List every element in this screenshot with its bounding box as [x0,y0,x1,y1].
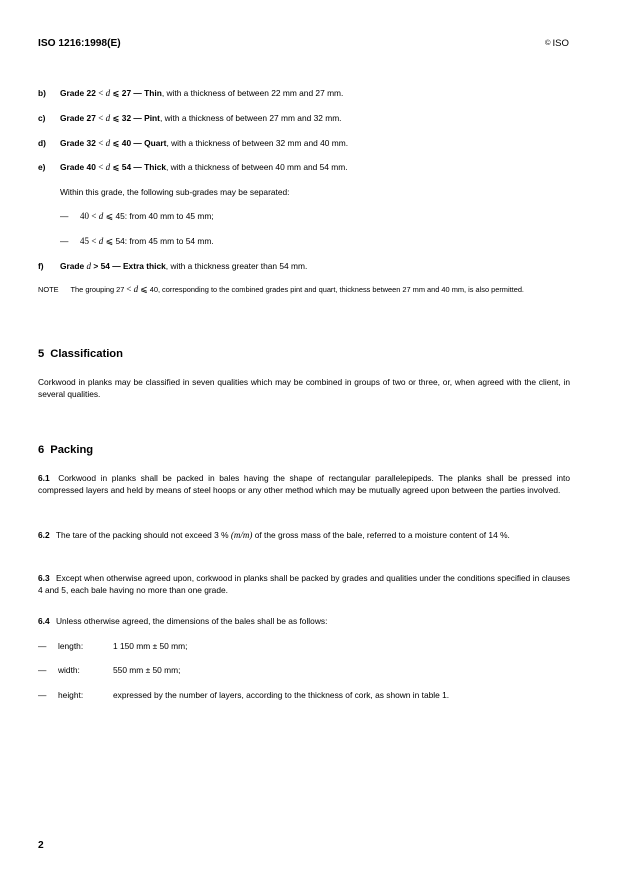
grade-b-text: Grade 22 < d ⩽ 27 — Thin, with a thickness of between 22 mm and 27 mm. [60,88,344,98]
grade-c-text: Grade 27 < d ⩽ 32 — Pint, with a thickness of between 27 mm and 32 mm. [60,113,342,123]
grade-d-label: d) [38,138,46,148]
clause-6-1: 6.1 Corkwood in planks shall be packed in bales having the shape of rectangular parallelepipeds. The planks shall be pressed into compressed layers and held by means of steel hoops or any other method which may be mutually agreed upon between the parties involved. [38,473,570,495]
dim-height-term: height: [58,690,84,700]
grade-e-text: Grade 40 < d ⩽ 54 — Thick, with a thickness of between 40 mm and 54 mm. [60,162,348,172]
subgrade-2-dash: — [60,236,69,246]
grade-f-text: Grade d > 54 — Extra thick, with a thickness greater than 54 mm. [60,261,308,271]
dim-height-dash: — [38,690,47,700]
dim-length-dash: — [38,641,47,651]
copyright-org [545,38,569,49]
grade-f-label: f) [38,261,44,271]
section-5-heading: 5 Classification [38,348,123,360]
copyright-symbol: © [544,38,551,47]
dim-width-term: width: [58,665,80,675]
subgrade-1-text: 40 < d ⩽ 45: from 40 mm to 45 mm; [80,211,214,221]
grade-c-label: c) [38,113,46,123]
grade-b-label: b) [38,88,46,98]
section-6-heading: 6 Packing [38,444,94,456]
subgrade-2-text: 45 < d ⩽ 54: from 45 mm to 54 mm. [80,236,214,246]
note: NOTE The grouping 27 < d ⩽ 40, corresponding to the combined grades pint and quart, thickness between 27 mm and 40 mm, is also permitted. [38,284,524,294]
org-name: ISO [552,38,569,49]
dim-width-value: 550 mm ± 50 mm; [113,665,181,675]
dim-length-value: 1 150 mm ± 50 mm; [113,641,188,651]
dim-length-term: length: [58,641,84,651]
document-id: ISO 1216:1998(E) [38,38,121,49]
dim-width-dash: — [38,665,47,675]
section-5-text: Corkwood in planks may be classified in seven qualities which may be combined in groups of two or three, or, when agreed with the client, in several qualities. [38,377,570,399]
clause-6-2: 6.2 The tare of the packing should not exceed 3 % (m/m) of the gross mass of the bale, referred to a moisture content of 14 %. [38,530,510,540]
dim-height-value: expressed by the number of layers, according to the thickness of cork, as shown in table 1. [113,690,450,700]
clause-6-4: 6.4 Unless otherwise agreed, the dimensions of the bales shall be as follows: [38,616,328,626]
subgrades-intro: Within this grade, the following sub-grades may be separated: [60,187,290,197]
clause-6-3: 6.3 Except when otherwise agreed upon, corkwood in planks shall be packed by grades and qualities under the conditions specified in clauses 4 and 5, each bale having no more than one grade. [38,573,570,595]
grade-d-text: Grade 32 < d ⩽ 40 — Quart, with a thickness of between 32 mm and 40 mm. [60,138,349,148]
subgrade-1-dash: — [60,211,69,221]
grade-e-label: e) [38,162,46,172]
page-number: 2 [38,840,44,851]
